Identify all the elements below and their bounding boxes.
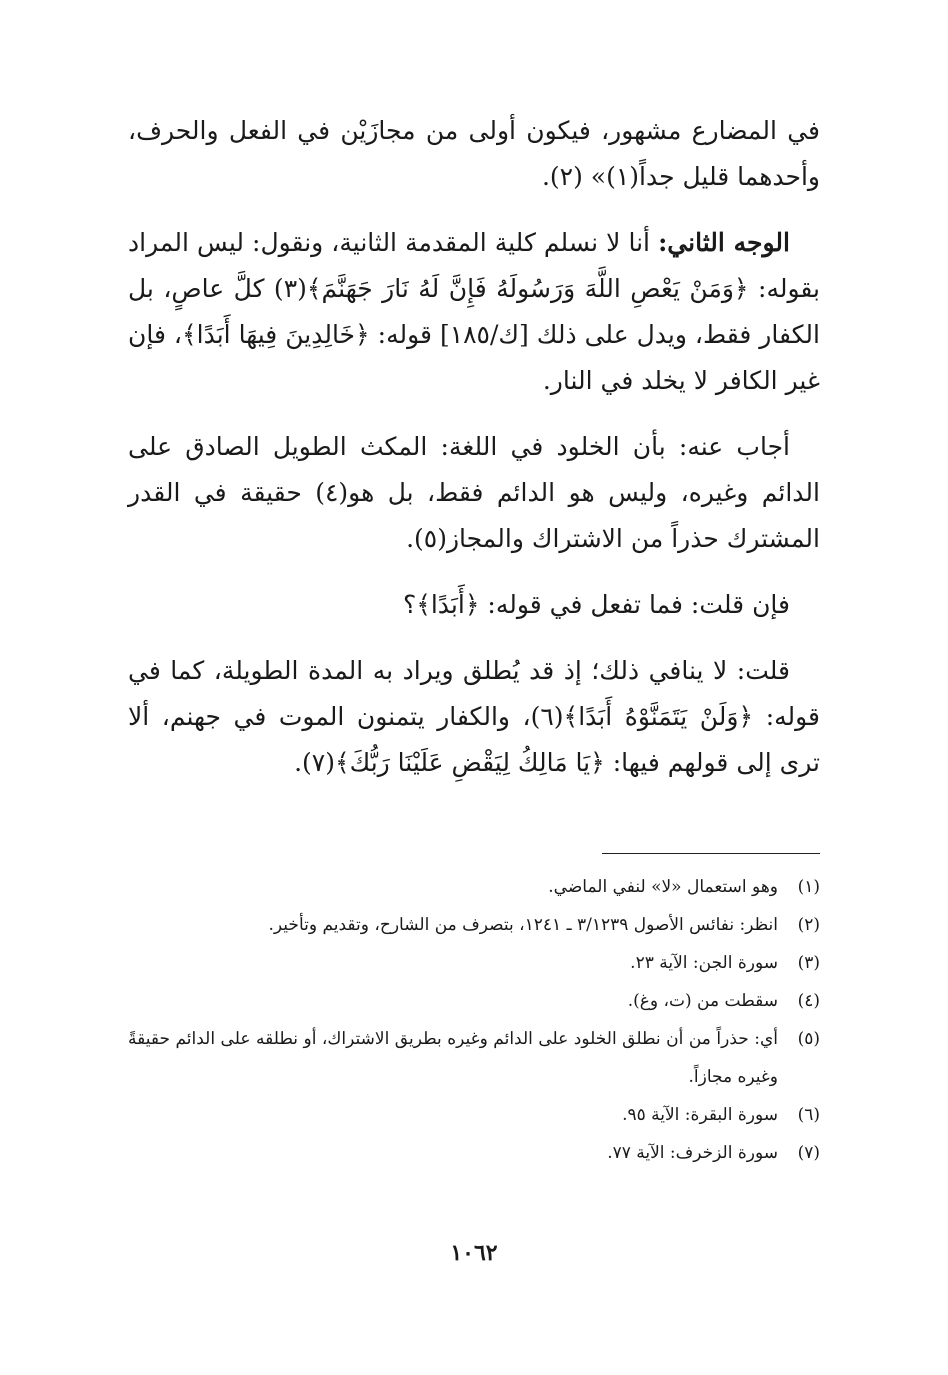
paragraph-text: فإن قلت: فما تفعل في قوله: ﴿أَبَدًا﴾؟	[402, 590, 790, 619]
paragraph-text: قلت: لا ينافي ذلك؛ إذ قد يُطلق ويراد به المدة الطويلة، كما في قوله: ﴿وَلَنْ يَتَمَنَّوْهُ أَبَدًا﴾(٦)، والكفار يتمنون الموت في جهنم، ألا ترى إلى قولهم فيها: ﴿يَا مَالِكُ لِيَقْضِ عَلَيْنَا رَبُّكَ﴾(٧).	[128, 656, 821, 777]
footnote-number: (١)	[797, 877, 820, 897]
footnote-text: سقطت من (ت، وغ).	[627, 991, 778, 1011]
paragraph-text: أنا لا نسلم كلية المقدمة الثانية، ونقول: ليس المراد بقوله: ﴿وَمَنْ يَعْصِ اللَّهَ وَرَسُولَهُ فَإِنَّ لَهُ نَارَ جَهَنَّمَ﴾(٣) كلَّ عاصٍ، بل الكفار فقط، ويدل على ذلك [ك/١٨٥] قوله: ﴿خَالِدِينَ فِيهَا أَبَدًا﴾، فإن غير الكافر لا يخلد في النار.	[128, 228, 820, 395]
footnote-text: سورة الزخرف: الآية ٧٧.	[607, 1143, 778, 1163]
footnote-number: (٧)	[797, 1143, 820, 1163]
footnote-1	[128, 868, 820, 906]
footnote-3	[128, 944, 820, 982]
footnote-7	[128, 1134, 820, 1172]
footnote-text: سورة الجن: الآية ٢٣.	[630, 953, 778, 973]
footnote-text: وهو استعمال «لا» لنفي الماضي.	[548, 877, 778, 897]
footnote-separator	[602, 853, 820, 854]
footnote-number: (٦)	[797, 1105, 820, 1125]
paragraph-4	[128, 582, 820, 628]
paragraph-lead: الوجه الثاني:	[658, 228, 790, 257]
page-number: ١٠٦٢	[450, 1240, 498, 1266]
main-text	[128, 108, 820, 806]
footnote-number: (٤)	[797, 991, 820, 1011]
footnote-5	[128, 1020, 820, 1096]
paragraph-2	[128, 220, 820, 404]
footnote-number: (٢)	[797, 915, 820, 935]
footnotes	[128, 868, 820, 1172]
paragraph-3	[128, 424, 820, 562]
paragraph-text: في المضارع مشهور، فيكون أولى من مجازَيْن في الفعل والحرف، وأحدهما قليل جداً(١)» (٢).	[128, 116, 820, 191]
footnote-2	[128, 906, 820, 944]
footnote-number: (٥)	[797, 1029, 820, 1049]
paragraph-text: أجاب عنه: بأن الخلود في اللغة: المكث الطويل الصادق على الدائم وغيره، وليس هو الدائم فقط، بل هو(٤) حقيقة في القدر المشترك حذراً من الاشتراك والمجاز(٥).	[128, 432, 820, 553]
footnote-text: سورة البقرة: الآية ٩٥.	[622, 1105, 778, 1125]
footnote-4	[128, 982, 820, 1020]
footnote-text: أي: حذراً من أن نطلق الخلود على الدائم وغيره بطريق الاشتراك، أو نطلقه على الدائم حقيقةً وغيره مجازاً.	[128, 1029, 778, 1087]
paragraph-1	[128, 108, 820, 200]
footnote-number: (٣)	[797, 953, 820, 973]
footnote-6	[128, 1096, 820, 1134]
paragraph-5	[128, 648, 820, 786]
footnote-text: انظر: نفائس الأصول ٣/١٢٣٩ ـ ١٢٤١، بتصرف من الشارح، وتقديم وتأخير.	[268, 915, 778, 935]
